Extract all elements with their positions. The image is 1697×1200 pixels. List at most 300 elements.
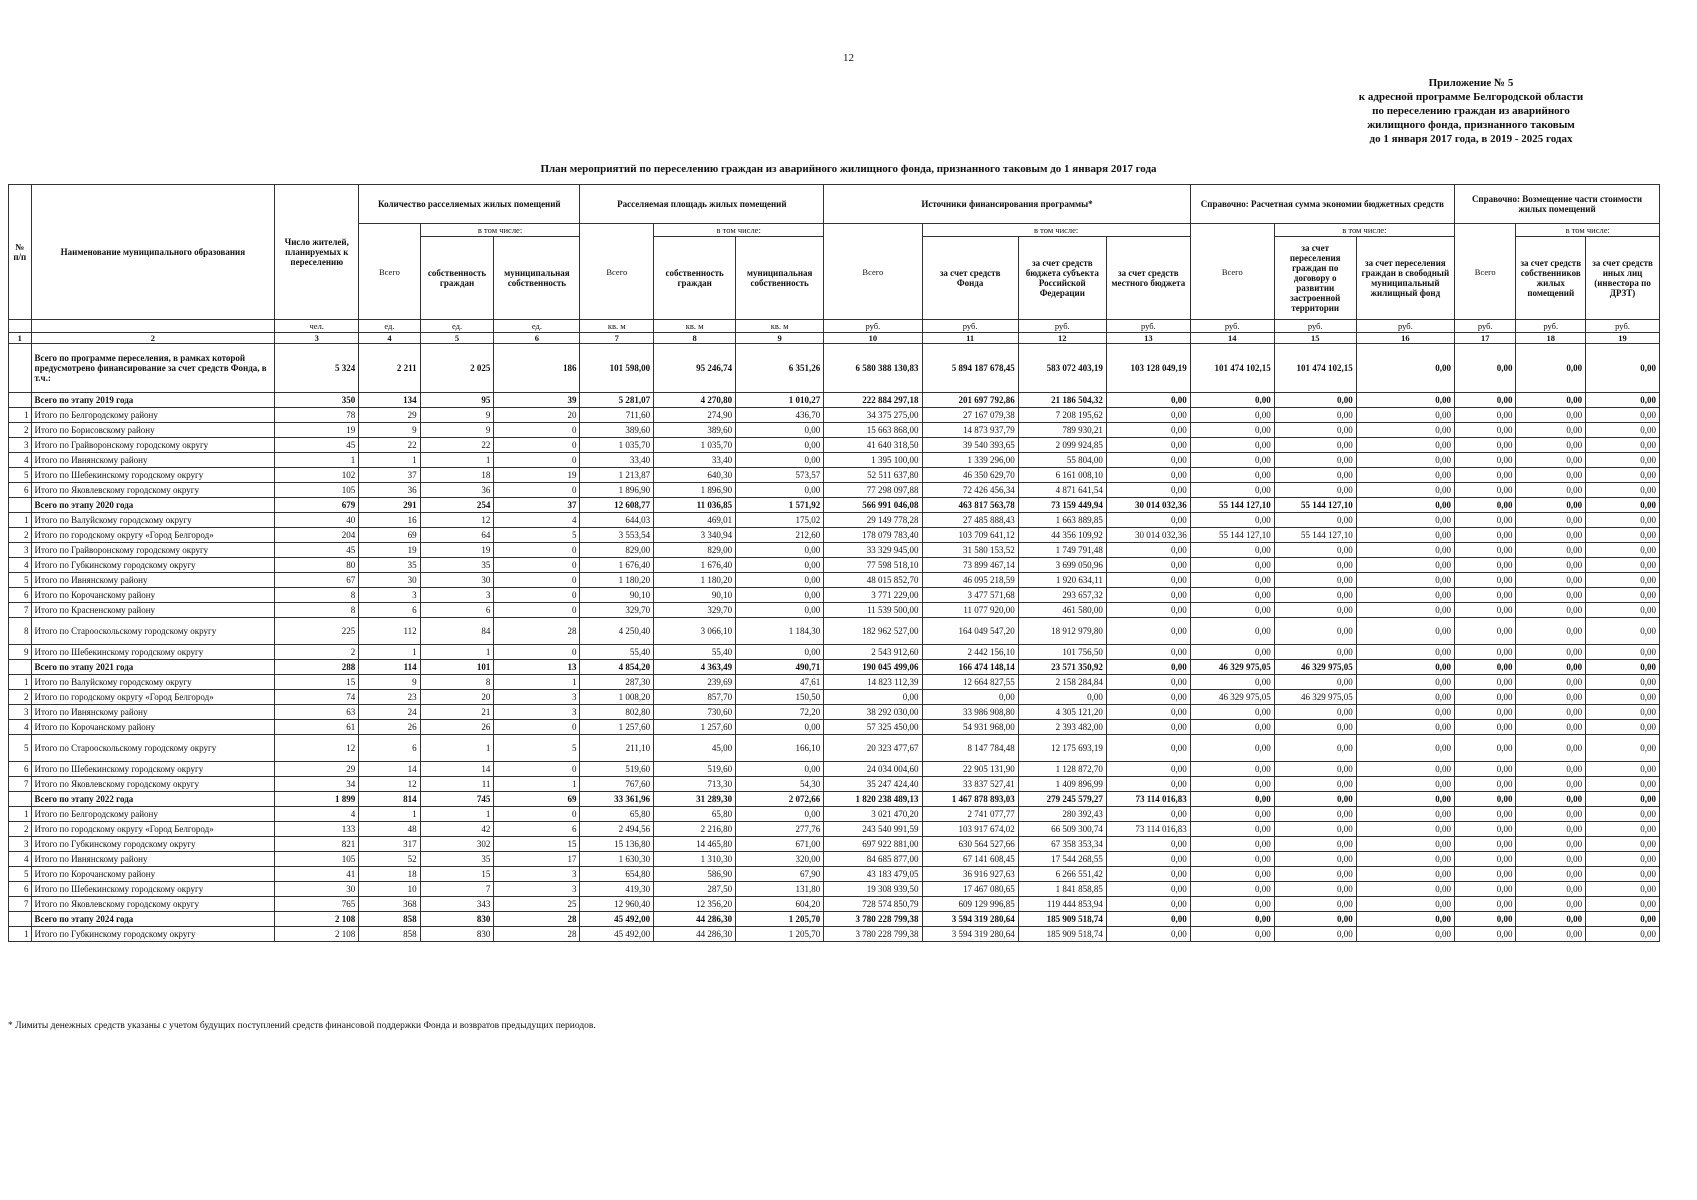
table-cell: 11 077 920,00 bbox=[922, 603, 1018, 618]
page-number: 12 bbox=[843, 52, 854, 64]
table-cell: 12 bbox=[275, 735, 359, 762]
table-cell: 1 180,20 bbox=[580, 573, 654, 588]
table-cell: 0,00 bbox=[1516, 393, 1586, 408]
table-cell: 329,70 bbox=[580, 603, 654, 618]
table-cell: 0,00 bbox=[1356, 498, 1454, 513]
table-cell: 0,00 bbox=[1586, 867, 1660, 882]
table-cell: 0,00 bbox=[1455, 777, 1516, 792]
table-cell: 0,00 bbox=[1516, 912, 1586, 927]
table-cell: 14 873 937,79 bbox=[922, 423, 1018, 438]
table-cell: 858 bbox=[359, 927, 420, 942]
table-row bbox=[9, 897, 1660, 912]
relocation-plan-table bbox=[8, 184, 1660, 942]
table-cell: 317 bbox=[359, 837, 420, 852]
table-cell: 178 079 783,40 bbox=[824, 528, 922, 543]
row-number-cell bbox=[9, 393, 32, 408]
row-number-cell: 6 bbox=[9, 588, 32, 603]
table-cell: 0,00 bbox=[1106, 777, 1190, 792]
column-number: 7 bbox=[580, 333, 654, 344]
appendix-line: Приложение № 5 bbox=[1428, 77, 1514, 89]
table-cell: 3 bbox=[494, 882, 580, 897]
table-cell: 0,00 bbox=[1356, 645, 1454, 660]
table-cell: 0,00 bbox=[1274, 852, 1356, 867]
table-cell: 182 962 527,00 bbox=[824, 618, 922, 645]
row-name-cell: Итого по Ивнянскому району bbox=[31, 852, 275, 867]
table-row bbox=[9, 852, 1660, 867]
table-cell: 0,00 bbox=[1516, 618, 1586, 645]
table-cell: 66 509 300,74 bbox=[1018, 822, 1106, 837]
table-cell: 1 395 100,00 bbox=[824, 453, 922, 468]
table-cell: 288 bbox=[275, 660, 359, 675]
table-cell: 0,00 bbox=[1586, 558, 1660, 573]
table-cell: 10 bbox=[359, 882, 420, 897]
table-cell: 0,00 bbox=[1190, 468, 1274, 483]
table-cell: 1 663 889,85 bbox=[1018, 513, 1106, 528]
table-cell: 0,00 bbox=[1356, 558, 1454, 573]
table-cell: 0,00 bbox=[1586, 438, 1660, 453]
row-name-cell: Итого по Корочанскому району bbox=[31, 867, 275, 882]
table-cell: 697 922 881,00 bbox=[824, 837, 922, 852]
appendix-block bbox=[1321, 76, 1621, 146]
table-cell: 0 bbox=[494, 720, 580, 735]
table-cell: 0,00 bbox=[1516, 792, 1586, 807]
header-sources-total: Всего bbox=[824, 224, 922, 320]
table-cell: 2 bbox=[275, 645, 359, 660]
table-cell: 2 108 bbox=[275, 912, 359, 927]
table-cell: 1 676,40 bbox=[654, 558, 736, 573]
table-cell: 14 823 112,39 bbox=[824, 675, 922, 690]
table-cell: 0,00 bbox=[1586, 660, 1660, 675]
table-cell: 0 bbox=[494, 588, 580, 603]
table-cell: 0,00 bbox=[1455, 645, 1516, 660]
row-name-cell: Итого по Грайворонскому городскому округу bbox=[31, 438, 275, 453]
table-cell: 0,00 bbox=[1586, 588, 1660, 603]
header-compensation-2: за счет средств иных лиц (инвестора по ДРЗТ) bbox=[1586, 237, 1660, 320]
table-row bbox=[9, 423, 1660, 438]
table-row bbox=[9, 807, 1660, 822]
table-cell: 302 bbox=[420, 837, 494, 852]
table-cell: 713,30 bbox=[654, 777, 736, 792]
table-cell: 0 bbox=[494, 453, 580, 468]
table-cell: 1 676,40 bbox=[580, 558, 654, 573]
table-cell: 19 bbox=[420, 543, 494, 558]
table-cell: 9 bbox=[420, 408, 494, 423]
appendix-line: до 1 января 2017 года, в 2019 - 2025 годах bbox=[1369, 133, 1573, 145]
table-cell: 0,00 bbox=[736, 573, 824, 588]
table-cell: 33,40 bbox=[654, 453, 736, 468]
table-cell: 8 bbox=[275, 603, 359, 618]
table-cell: 0,00 bbox=[1586, 897, 1660, 912]
table-cell: 54 931 968,00 bbox=[922, 720, 1018, 735]
table-cell: 1 bbox=[359, 807, 420, 822]
table-cell: 67 bbox=[275, 573, 359, 588]
table-cell: 39 540 393,65 bbox=[922, 438, 1018, 453]
table-cell: 9 bbox=[359, 675, 420, 690]
row-number-cell: 3 bbox=[9, 438, 32, 453]
table-cell: 119 444 853,94 bbox=[1018, 897, 1106, 912]
table-cell: 0,00 bbox=[1455, 438, 1516, 453]
table-cell: 2 494,56 bbox=[580, 822, 654, 837]
table-row bbox=[9, 588, 1660, 603]
table-cell: 8 bbox=[275, 588, 359, 603]
table-cell: 30 bbox=[359, 573, 420, 588]
table-cell: 829,00 bbox=[654, 543, 736, 558]
table-cell: 7 208 195,62 bbox=[1018, 408, 1106, 423]
table-cell: 0,00 bbox=[1356, 852, 1454, 867]
table-cell: 0,00 bbox=[1455, 483, 1516, 498]
table-cell: 0,00 bbox=[1356, 438, 1454, 453]
table-cell: 0,00 bbox=[1190, 603, 1274, 618]
table-cell: 0,00 bbox=[1455, 912, 1516, 927]
header-rooms-citizens: собственность граждан bbox=[420, 237, 494, 320]
row-number-cell: 7 bbox=[9, 777, 32, 792]
table-cell: 15 bbox=[494, 837, 580, 852]
table-cell: 46 095 218,59 bbox=[922, 573, 1018, 588]
table-cell: 2 072,66 bbox=[736, 792, 824, 807]
header-rooms-municipal: муниципальная собственность bbox=[494, 237, 580, 320]
table-cell: 0,00 bbox=[1455, 927, 1516, 942]
table-cell: 0,00 bbox=[1274, 912, 1356, 927]
row-name-cell: Итого по Ивнянскому району bbox=[31, 453, 275, 468]
table-row bbox=[9, 528, 1660, 543]
row-name-cell: Итого по Шебекинскому городскому округу bbox=[31, 762, 275, 777]
table-cell: 18 bbox=[420, 468, 494, 483]
header-incl: в том числе: bbox=[922, 224, 1190, 237]
header-group-compensation: Справочно: Возмещение части стоимости жилых помещений bbox=[1455, 185, 1660, 224]
table-cell: 0,00 bbox=[1274, 438, 1356, 453]
table-cell: 26 bbox=[359, 720, 420, 735]
row-number-cell: 1 bbox=[9, 408, 32, 423]
table-cell: 0,00 bbox=[1106, 762, 1190, 777]
row-number-cell bbox=[9, 498, 32, 513]
table-cell: 0,00 bbox=[1190, 423, 1274, 438]
unit-cell: ед. bbox=[420, 320, 494, 333]
table-cell: 3 771 229,00 bbox=[824, 588, 922, 603]
table-cell: 0,00 bbox=[1190, 912, 1274, 927]
unit-cell: руб. bbox=[1356, 320, 1454, 333]
table-cell: 19 308 939,50 bbox=[824, 882, 922, 897]
table-cell: 1 bbox=[359, 453, 420, 468]
table-cell: 0,00 bbox=[1586, 543, 1660, 558]
table-cell: 0,00 bbox=[736, 438, 824, 453]
table-cell: 33 329 945,00 bbox=[824, 543, 922, 558]
table-cell: 20 bbox=[494, 408, 580, 423]
table-cell: 7 bbox=[420, 882, 494, 897]
header-group-economy: Справочно: Расчетная сумма экономии бюджетных средств bbox=[1190, 185, 1454, 224]
appendix-line: по переселению граждан из аварийного bbox=[1372, 105, 1570, 117]
table-cell: 3 553,54 bbox=[580, 528, 654, 543]
table-cell: 0,00 bbox=[1516, 408, 1586, 423]
table-cell: 0,00 bbox=[1190, 573, 1274, 588]
table-cell: 293 657,32 bbox=[1018, 588, 1106, 603]
table-cell: 0,00 bbox=[1516, 603, 1586, 618]
table-cell: 0,00 bbox=[1586, 453, 1660, 468]
table-row bbox=[9, 543, 1660, 558]
table-cell: 0,00 bbox=[1516, 867, 1586, 882]
header-name: Наименование муниципального образования bbox=[31, 185, 275, 320]
table-cell: 14 465,80 bbox=[654, 837, 736, 852]
table-cell: 3 780 228 799,38 bbox=[824, 912, 922, 927]
table-cell: 55 804,00 bbox=[1018, 453, 1106, 468]
table-cell: 1 920 634,11 bbox=[1018, 573, 1106, 588]
row-number-cell: 3 bbox=[9, 543, 32, 558]
table-cell: 1 bbox=[420, 645, 494, 660]
table-cell: 0,00 bbox=[1190, 852, 1274, 867]
table-cell: 103 709 641,12 bbox=[922, 528, 1018, 543]
table-row bbox=[9, 777, 1660, 792]
row-number-cell: 4 bbox=[9, 852, 32, 867]
table-cell: 1 bbox=[420, 807, 494, 822]
table-row bbox=[9, 705, 1660, 720]
table-cell: 72,20 bbox=[736, 705, 824, 720]
row-name-cell: Итого по Красненскому району bbox=[31, 603, 275, 618]
header-group-area: Расселяемая площадь жилых помещений bbox=[580, 185, 824, 224]
header-area-total: Всего bbox=[580, 224, 654, 320]
table-cell: 0,00 bbox=[1455, 408, 1516, 423]
table-cell: 0,00 bbox=[1274, 822, 1356, 837]
row-number-cell: 7 bbox=[9, 603, 32, 618]
table-cell: 2 158 284,84 bbox=[1018, 675, 1106, 690]
table-cell: 55,40 bbox=[580, 645, 654, 660]
row-name-cell: Итого по Ивнянскому району bbox=[31, 705, 275, 720]
row-number-cell: 6 bbox=[9, 882, 32, 897]
table-cell: 280 392,43 bbox=[1018, 807, 1106, 822]
table-cell: 6 351,26 bbox=[736, 344, 824, 393]
table-cell: 24 bbox=[359, 705, 420, 720]
table-cell: 0,00 bbox=[736, 603, 824, 618]
table-cell: 287,30 bbox=[580, 675, 654, 690]
table-cell: 3 594 319 280,64 bbox=[922, 927, 1018, 942]
table-cell: 1 bbox=[275, 453, 359, 468]
table-cell: 55 144 127,10 bbox=[1190, 498, 1274, 513]
table-cell: 0,00 bbox=[1455, 558, 1516, 573]
table-cell: 0,00 bbox=[1586, 735, 1660, 762]
table-cell: 0,00 bbox=[1516, 837, 1586, 852]
table-cell: 36 bbox=[359, 483, 420, 498]
table-cell: 0,00 bbox=[1356, 588, 1454, 603]
table-cell: 0,00 bbox=[1516, 543, 1586, 558]
row-number-cell: 6 bbox=[9, 762, 32, 777]
table-cell: 0 bbox=[494, 483, 580, 498]
unit-cell: руб. bbox=[824, 320, 922, 333]
table-cell: 0,00 bbox=[736, 543, 824, 558]
table-cell: 0,00 bbox=[1356, 513, 1454, 528]
header-rooms-total: Всего bbox=[359, 224, 420, 320]
row-name-cell: Итого по Шебекинскому городскому округу bbox=[31, 882, 275, 897]
table-cell: 0,00 bbox=[1586, 792, 1660, 807]
table-cell: 73 114 016,83 bbox=[1106, 822, 1190, 837]
table-cell: 0,00 bbox=[1586, 645, 1660, 660]
table-cell: 0,00 bbox=[1586, 483, 1660, 498]
row-number-cell: 5 bbox=[9, 735, 32, 762]
table-cell: 0,00 bbox=[1455, 882, 1516, 897]
table-cell: 134 bbox=[359, 393, 420, 408]
row-name-cell: Итого по Старооскольскому городскому округу bbox=[31, 618, 275, 645]
table-cell: 0,00 bbox=[1455, 690, 1516, 705]
table-cell: 45 bbox=[275, 438, 359, 453]
table-row bbox=[9, 720, 1660, 735]
table-cell: 4 250,40 bbox=[580, 618, 654, 645]
table-cell: 30 014 032,36 bbox=[1106, 498, 1190, 513]
table-cell: 0,00 bbox=[1106, 393, 1190, 408]
row-name-cell: Итого по Корочанскому району bbox=[31, 720, 275, 735]
table-cell: 389,60 bbox=[654, 423, 736, 438]
table-cell: 0,00 bbox=[1455, 822, 1516, 837]
table-cell: 61 bbox=[275, 720, 359, 735]
table-cell: 6 161 008,10 bbox=[1018, 468, 1106, 483]
table-cell: 48 bbox=[359, 822, 420, 837]
table-cell: 55,40 bbox=[654, 645, 736, 660]
table-cell: 0,00 bbox=[1190, 792, 1274, 807]
table-cell: 23 bbox=[359, 690, 420, 705]
table-cell: 45 492,00 bbox=[580, 912, 654, 927]
table-cell: 0,00 bbox=[1106, 675, 1190, 690]
table-row bbox=[9, 822, 1660, 837]
table-cell: 73 159 449,94 bbox=[1018, 498, 1106, 513]
column-number: 9 bbox=[736, 333, 824, 344]
table-cell: 0,00 bbox=[1190, 483, 1274, 498]
table-cell: 73 114 016,83 bbox=[1106, 792, 1190, 807]
table-cell: 461 580,00 bbox=[1018, 603, 1106, 618]
table-cell: 2 393 482,00 bbox=[1018, 720, 1106, 735]
table-cell: 0,00 bbox=[1356, 468, 1454, 483]
table-cell: 52 bbox=[359, 852, 420, 867]
table-cell: 0,00 bbox=[1356, 867, 1454, 882]
table-cell: 0,00 bbox=[1356, 807, 1454, 822]
table-cell: 0,00 bbox=[1455, 603, 1516, 618]
table-cell: 0,00 bbox=[1106, 588, 1190, 603]
table-row bbox=[9, 735, 1660, 762]
row-name-cell: Итого по Шебекинскому городскому округу bbox=[31, 468, 275, 483]
row-name-cell: Итого по Валуйскому городскому округу bbox=[31, 675, 275, 690]
table-cell: 64 bbox=[420, 528, 494, 543]
table-cell: 857,70 bbox=[654, 690, 736, 705]
table-cell: 0,00 bbox=[1274, 837, 1356, 852]
table-cell: 0,00 bbox=[1106, 897, 1190, 912]
table-cell: 0,00 bbox=[1190, 867, 1274, 882]
unit-cell: руб. bbox=[1106, 320, 1190, 333]
table-cell: 43 183 479,05 bbox=[824, 867, 922, 882]
table-cell: 0,00 bbox=[1190, 438, 1274, 453]
table-cell: 90,10 bbox=[580, 588, 654, 603]
table-row bbox=[9, 483, 1660, 498]
row-name-cell: Итого по Яковлевскому городскому округу bbox=[31, 897, 275, 912]
table-cell: 0,00 bbox=[1455, 735, 1516, 762]
table-cell: 164 049 547,20 bbox=[922, 618, 1018, 645]
table-cell: 0,00 bbox=[1586, 513, 1660, 528]
header-group-sources: Источники финансирования программы* bbox=[824, 185, 1191, 224]
table-row bbox=[9, 573, 1660, 588]
table-cell: 463 817 563,78 bbox=[922, 498, 1018, 513]
table-cell: 0,00 bbox=[1106, 927, 1190, 942]
table-cell: 0,00 bbox=[1455, 618, 1516, 645]
table-cell: 829,00 bbox=[580, 543, 654, 558]
header-residents: Число жителей, планируемых к переселению bbox=[275, 185, 359, 320]
header-economy-2: за счет переселения граждан в свободный муниципальный жилищный фонд bbox=[1356, 237, 1454, 320]
table-cell: 65,80 bbox=[580, 807, 654, 822]
table-cell: 29 bbox=[359, 408, 420, 423]
table-cell: 150,50 bbox=[736, 690, 824, 705]
table-cell: 765 bbox=[275, 897, 359, 912]
table-cell: 30 bbox=[275, 882, 359, 897]
table-row bbox=[9, 867, 1660, 882]
row-number-cell: 2 bbox=[9, 690, 32, 705]
table-cell: 6 266 551,42 bbox=[1018, 867, 1106, 882]
table-cell: 67 141 608,45 bbox=[922, 852, 1018, 867]
table-cell: 3 bbox=[494, 867, 580, 882]
table-cell: 0,00 bbox=[1190, 393, 1274, 408]
table-cell: 29 bbox=[275, 762, 359, 777]
table-cell: 78 bbox=[275, 408, 359, 423]
row-name-cell: Итого по Борисовскому району bbox=[31, 423, 275, 438]
unit-cell: руб. bbox=[1018, 320, 1106, 333]
table-cell: 0,00 bbox=[736, 483, 824, 498]
table-cell: 166,10 bbox=[736, 735, 824, 762]
row-number-cell: 4 bbox=[9, 453, 32, 468]
total-row bbox=[9, 792, 1660, 807]
table-cell: 5 324 bbox=[275, 344, 359, 393]
column-number: 5 bbox=[420, 333, 494, 344]
table-cell: 0 bbox=[494, 645, 580, 660]
table-cell: 41 640 318,50 bbox=[824, 438, 922, 453]
table-cell: 789 930,21 bbox=[1018, 423, 1106, 438]
table-cell: 17 467 080,65 bbox=[922, 882, 1018, 897]
table-cell: 0,00 bbox=[1190, 675, 1274, 690]
table-cell: 0,00 bbox=[1516, 498, 1586, 513]
table-cell: 3 477 571,68 bbox=[922, 588, 1018, 603]
column-number: 1 bbox=[9, 333, 32, 344]
table-cell: 2 108 bbox=[275, 927, 359, 942]
table-cell: 12 175 693,19 bbox=[1018, 735, 1106, 762]
table-cell: 2 442 156,10 bbox=[922, 645, 1018, 660]
table-cell: 0,00 bbox=[1190, 513, 1274, 528]
table-cell: 0,00 bbox=[1516, 423, 1586, 438]
table-cell: 0,00 bbox=[1106, 852, 1190, 867]
document-title: План мероприятий по переселению граждан из аварийного жилищного фонда, признанного таковым до 1 января 2017 года bbox=[540, 163, 1157, 175]
unit-cell bbox=[31, 320, 275, 333]
unit-cell: руб. bbox=[1274, 320, 1356, 333]
table-cell: 2 211 bbox=[359, 344, 420, 393]
table-cell: 436,70 bbox=[736, 408, 824, 423]
table-cell: 0,00 bbox=[1516, 807, 1586, 822]
table-cell: 95 246,74 bbox=[654, 344, 736, 393]
table-cell: 0,00 bbox=[1356, 483, 1454, 498]
table-cell: 0,00 bbox=[1516, 588, 1586, 603]
table-cell: 745 bbox=[420, 792, 494, 807]
table-cell: 105 bbox=[275, 483, 359, 498]
column-number: 10 bbox=[824, 333, 922, 344]
table-cell: 2 216,80 bbox=[654, 822, 736, 837]
table-cell: 0 bbox=[494, 543, 580, 558]
table-cell: 101 474 102,15 bbox=[1274, 344, 1356, 393]
table-cell: 830 bbox=[420, 912, 494, 927]
table-cell: 604,20 bbox=[736, 897, 824, 912]
table-cell: 0,00 bbox=[1274, 807, 1356, 822]
table-cell: 0,00 bbox=[1455, 498, 1516, 513]
row-number-cell: 1 bbox=[9, 513, 32, 528]
table-cell: 0,00 bbox=[1106, 513, 1190, 528]
total-row bbox=[9, 912, 1660, 927]
row-name-cell: Итого по Яковлевскому городскому округу bbox=[31, 483, 275, 498]
table-cell: 45 492,00 bbox=[580, 927, 654, 942]
table-cell: 11 539 500,00 bbox=[824, 603, 922, 618]
table-cell: 22 bbox=[359, 438, 420, 453]
column-number: 17 bbox=[1455, 333, 1516, 344]
table-cell: 0,00 bbox=[1274, 867, 1356, 882]
table-cell: 0,00 bbox=[1586, 423, 1660, 438]
table-cell: 0,00 bbox=[1274, 558, 1356, 573]
table-cell: 84 bbox=[420, 618, 494, 645]
